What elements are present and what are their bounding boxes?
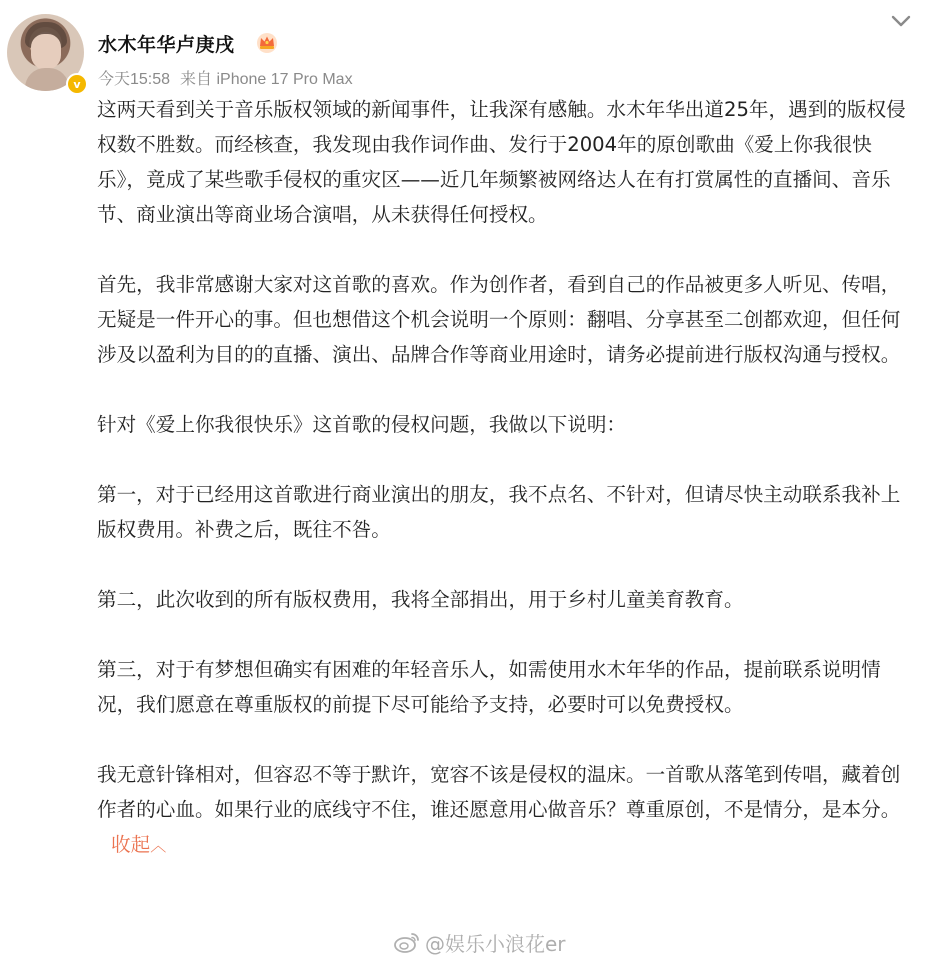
watermark xyxy=(393,924,566,960)
post-paragraph: 第一，对于已经用这首歌进行商业演出的朋友，我不点名、不针对，但请尽快主动联系我补上版权费用。补费之后，既往不咎。 xyxy=(97,483,901,541)
post-meta xyxy=(98,66,363,89)
post-source: 来自 iPhone 17 Pro Max xyxy=(180,71,353,88)
post-paragraph-last xyxy=(97,757,909,863)
user-name[interactable]: 水木年华卢庚戌 xyxy=(98,34,235,56)
weibo-icon xyxy=(393,930,421,954)
avatar[interactable] xyxy=(7,14,84,91)
verified-icon: v xyxy=(66,73,88,95)
post-paragraph: 针对《爱上你我很快乐》这首歌的侵权问题，我做以下说明： xyxy=(97,413,627,436)
crown-badge-icon xyxy=(255,30,279,54)
collapse-link[interactable] xyxy=(111,833,166,856)
post-paragraph: 首先，我非常感谢大家对这首歌的喜欢。作为创作者，看到自己的作品被更多人听见、传唱，无疑是一件开心的事。但也想借这个机会说明一个原则：翻唱、分享甚至二创都欢迎，但任何涉及以盈利为目的的直播、演出、品牌合作等商业用途时，请务必提前进行版权沟通与授权。 xyxy=(97,273,901,366)
chevron-down-icon[interactable] xyxy=(889,11,913,31)
chevron-up-icon: ︿ xyxy=(150,836,167,855)
post-time: 今天15:58 xyxy=(98,71,171,88)
watermark-text: @娱乐小浪花er xyxy=(425,931,566,956)
post-body xyxy=(97,92,909,863)
post-paragraph: 第三，对于有梦想但确实有困难的年轻音乐人，如需使用水木年华的作品，提前联系说明情况，我们愿意在尊重版权的前提下尽可能给予支持，必要时可以免费授权。 xyxy=(97,658,881,716)
collapse-label: 收起 xyxy=(111,833,151,856)
post-paragraph: 第二，此次收到的所有版权费用，我将全部捐出，用于乡村儿童美育教育。 xyxy=(97,588,744,611)
post-paragraph: 我无意针锋相对，但容忍不等于默许，宽容不该是侵权的温床。一首歌从落笔到传唱，藏着创作者的心血。如果行业的底线守不住，谁还愿意用心做音乐？尊重原创，不是情分，是本分。 xyxy=(97,763,901,821)
post-paragraph: 这两天看到关于音乐版权领域的新闻事件，让我深有感触。水木年华出道25年，遇到的版权侵权数不胜数。而经核查，我发现由我作词作曲、发行于2004年的原创歌曲《爱上你我很快乐》，竟成了某些歌手侵权的重灾区——近几年频繁被网络达人在有打赏属性的直播间、音乐节、商业演出等商业场合演唱，从未获得任何授权。 xyxy=(97,98,906,226)
